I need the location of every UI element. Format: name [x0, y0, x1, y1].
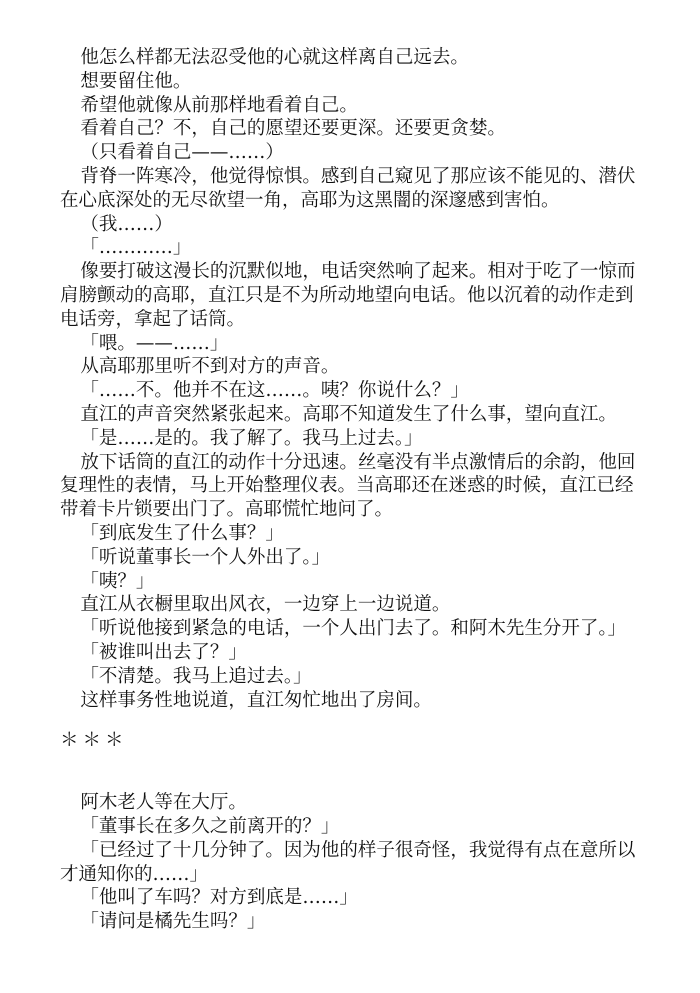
paragraph: 希望他就像从前那样地看着自己。 — [80, 94, 358, 116]
paragraph: 直江的声音突然紧张起来。高耶不知道发生了什么事，望向直江。 — [80, 403, 617, 425]
section-1 — [60, 46, 640, 712]
paragraph: 「听说董事长一个人外出了。」 — [80, 546, 331, 568]
separator-text: ＊＊＊ — [60, 730, 128, 752]
paragraph: 从高耶那里听不到对方的声音。 — [80, 356, 340, 378]
paragraph: 「是……是的。我了解了。我马上过去。」 — [80, 427, 423, 449]
paragraph: 看着自己？不，自己的愿望还要更深。还要更贪婪。 — [80, 118, 506, 140]
paragraph: （只看着自己——……） — [80, 142, 284, 164]
paragraph: 「被谁叫出去了？」 — [80, 641, 247, 663]
paragraph: 「请问是橘先生吗？」 — [80, 911, 266, 933]
paragraph: （我……） — [80, 213, 173, 235]
paragraph: 他怎么样都无法忍受他的心就这样离自己远去。 — [80, 47, 469, 68]
paragraph: 阿木老人等在大厅。 — [80, 792, 247, 814]
paragraph: 放下话筒的直江的动作十分迅速。丝毫没有半点激情后的余韵，他回复理性的表情，马上开始整理仪表。当高耶还在迷惑的时候，直江已经带着卡片锁要出门了。高耶慌忙地问了。 — [60, 451, 636, 521]
paragraph: 这样事务性地说道，直江匆忙地出了房间。 — [80, 689, 432, 711]
paragraph: 「喂。——……」 — [80, 332, 229, 354]
paragraph: 「…………」 — [80, 237, 192, 259]
section-separator — [60, 712, 640, 791]
paragraph: 直江从衣橱里取出风衣，一边穿上一边说道。 — [80, 594, 451, 616]
paragraph: 「已经过了十几分钟了。因为他的样子很奇怪，我觉得有点在意所以才通知你的……」 — [60, 839, 636, 885]
paragraph: 像要打破这漫长的沉默似地，电话突然响了起来。相对于吃了一惊而肩膀颤动的高耶，直江只是不为所动地望向电话。他以沉着的动作走到电话旁，拿起了话筒。 — [60, 261, 636, 330]
paragraph: 「……不。他并不在这……。咦？你说什么？」 — [80, 380, 469, 402]
paragraph: 想要留住他。 — [80, 70, 192, 92]
paragraph: 背脊一阵寒冷，他觉得惊惧。感到自己窥见了那应该不能见的、潜伏在心底深处的无尽欲望一角，高耶为这黑闇的深邃感到害怕。 — [60, 165, 636, 211]
paragraph: 「咦？」 — [80, 570, 155, 592]
paragraph: 「董事长在多久之前离开的？」 — [80, 815, 340, 837]
section-2 — [60, 791, 640, 934]
paragraph: 「不清楚。我马上追过去。」 — [80, 665, 312, 687]
paragraph: 「到底发生了什么事？」 — [80, 522, 284, 544]
paragraph: 「听说他接到紧急的电话，一个人出门去了。和阿木先生分开了。」 — [80, 618, 627, 640]
paragraph: 「他叫了车吗？对方到底是……」 — [80, 887, 358, 909]
